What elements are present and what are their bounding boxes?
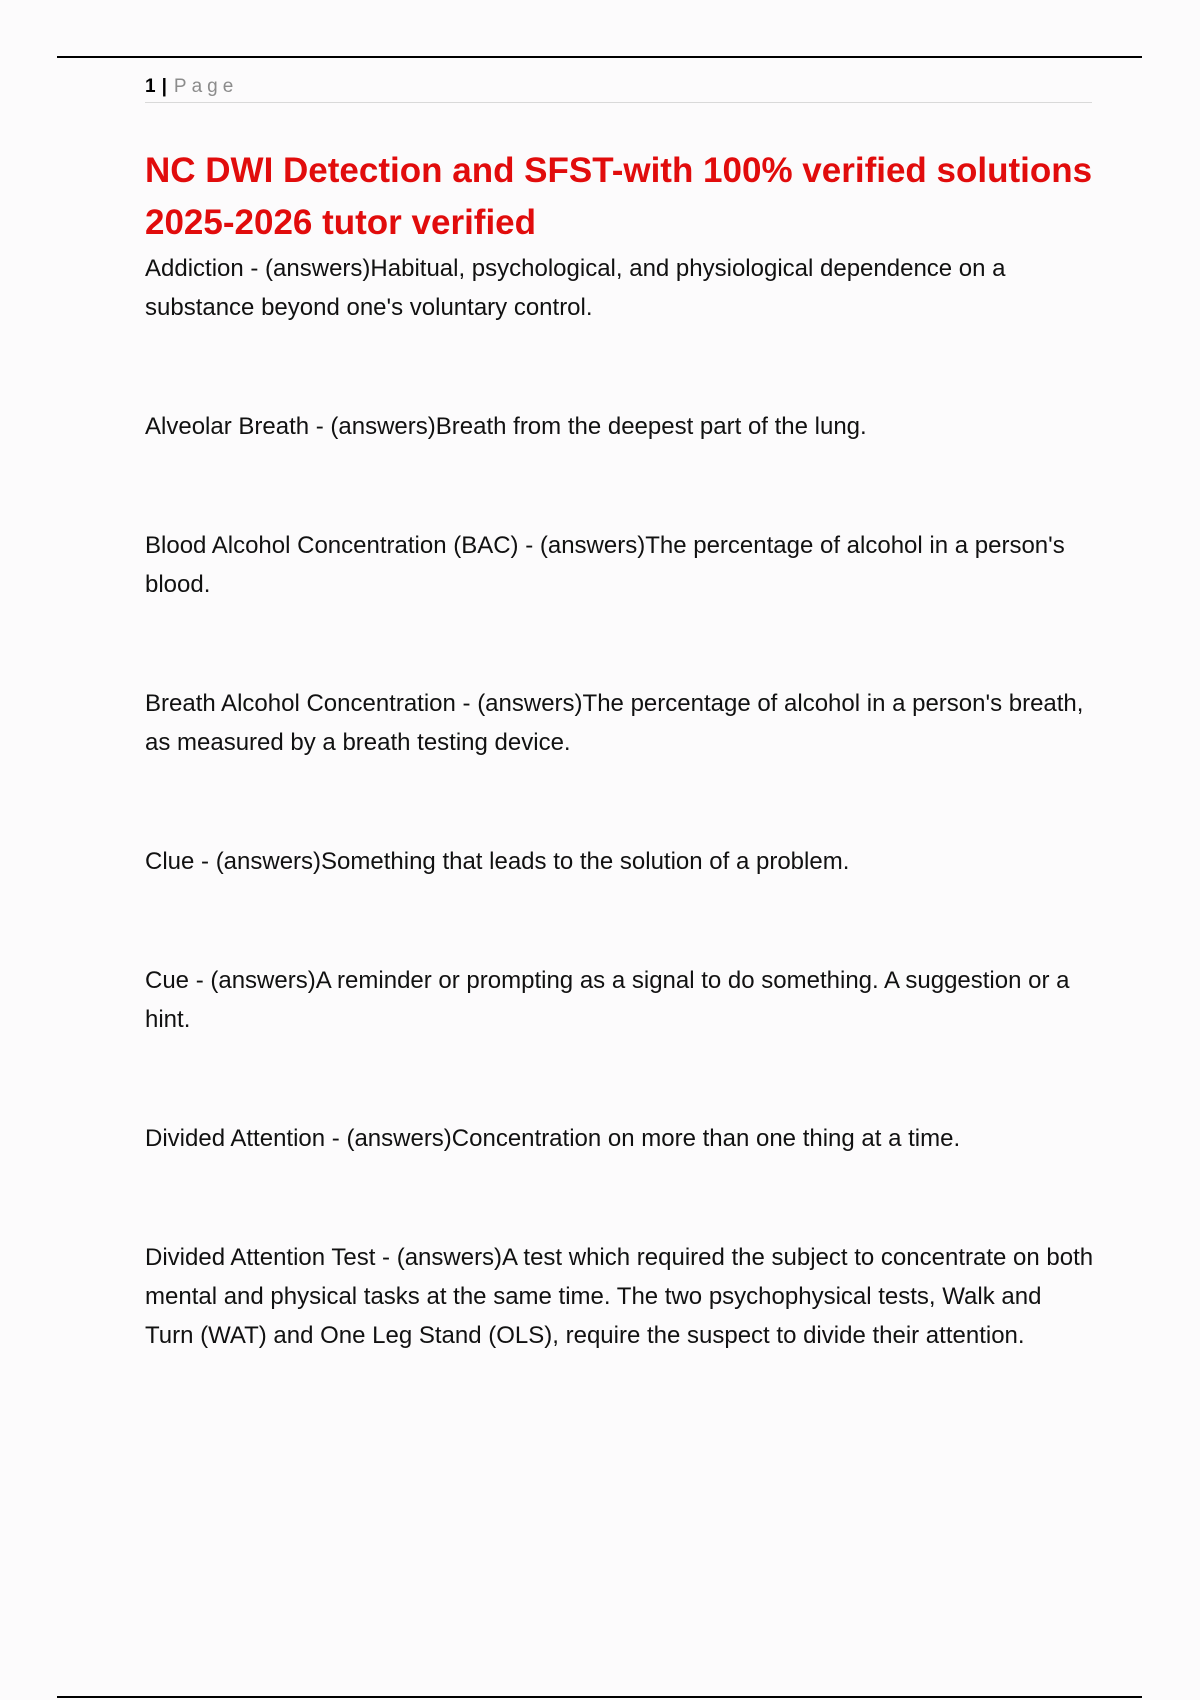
bottom-rule (57, 1696, 1142, 1698)
page-separator: | (161, 76, 167, 97)
document-content (145, 145, 1095, 1435)
glossary-entry-alveolar-breath: Alveolar Breath - (answers)Breath from the deepest part of the lung. (145, 413, 867, 440)
glossary-entry-blood-alcohol-concentration: Blood Alcohol Concentration (BAC) - (answers)The percentage of alcohol in a person's blood. (145, 532, 1065, 598)
glossary-entry-clue: Clue - (answers)Something that leads to the solution of a problem. (145, 848, 850, 875)
page-number: 1 (145, 76, 156, 97)
document-title: NC DWI Detection and SFST-with 100% verified solutions 2025-2026 tutor verified (145, 151, 1093, 242)
glossary-entries (145, 249, 1095, 1355)
top-rule (57, 56, 1142, 58)
glossary-entry-divided-attention: Divided Attention - (answers)Concentration on more than one thing at a time. (145, 1125, 961, 1152)
glossary-entry-divided-attention-test: Divided Attention Test - (answers)A test which required the subject to concentrate on both mental and physical tasks at the same time. The two psychophysical tests, Walk and Turn (WAT) and One Leg Stand (OLS), require the suspect to divide their attention. (145, 1244, 1094, 1349)
glossary-entry-breath-alcohol-concentration: Breath Alcohol Concentration - (answers)The percentage of alcohol in a person's breath, as measured by a breath testing device. (145, 690, 1084, 756)
page-label: Page (173, 76, 239, 97)
glossary-entry-cue: Cue - (answers)A reminder or prompting as a signal to do something. A suggestion or a hint. (145, 967, 1070, 1033)
glossary-entry-addiction: Addiction - (answers)Habitual, psychological, and physiological dependence on a substance beyond one's voluntary control. (145, 255, 1006, 321)
page-header (145, 72, 1092, 103)
